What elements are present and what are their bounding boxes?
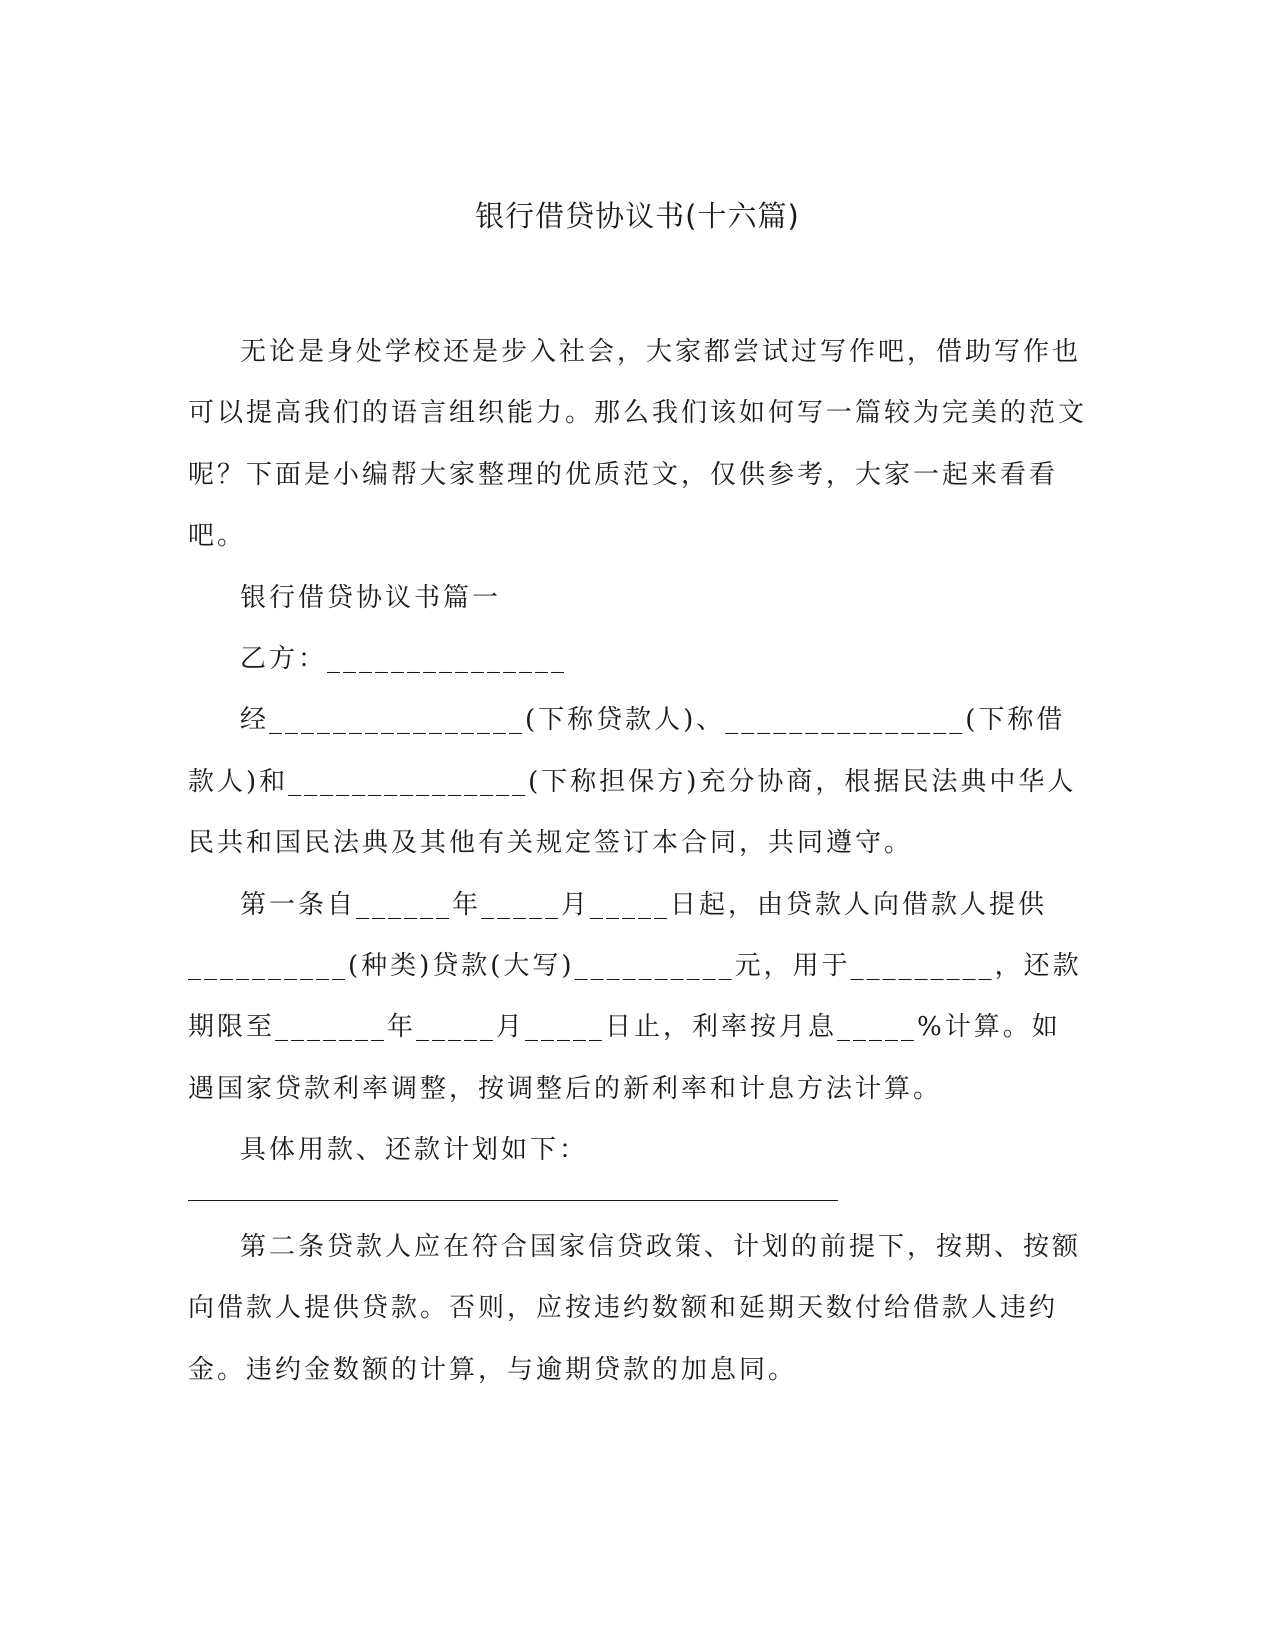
document-title: 银行借贷协议书(十六篇) xyxy=(475,199,800,233)
party-b-line: 乙方：_______________ xyxy=(240,644,568,675)
article-one-paragraph: 第一条自______年_____月_____日起，由贷款人向借款人提供__________(种类)贷款(大写)__________元，用于_________，还款期限至_______年_____月_____日止，利率按月息_____%计算。如遇国家贷款利率调整，按调整后的新利率和计息方法计算。 xyxy=(188,889,1082,1104)
article-two-paragraph: 第二条贷款人应在符合国家信贷政策、计划的前提下，按期、按额向借款人提供贷款。否则，应按违约数额和延期天数付给借款人违约金。违约金数额的计算，与逾期贷款的加息同。 xyxy=(188,1231,1082,1385)
repayment-plan-label: 具体用款、还款计划如下： xyxy=(240,1135,589,1166)
document-body xyxy=(188,322,1088,1401)
intro-paragraph: 无论是身处学校还是步入社会，大家都尝试过写作吧，借助写作也可以提高我们的语言组织能力。那么我们该如何写一篇较为完美的范文呢？下面是小编帮大家整理的优质范文，仅供参考，大家一起来看看吧。 xyxy=(188,337,1088,552)
section-heading: 银行借贷协议书篇一 xyxy=(240,582,502,613)
parties-paragraph: 经________________(下称贷款人)、_______________(下称借款人)和_______________(下称担保方)充分协商，根据民法典中华人民共和国民法典及其他有关规定签订本合同，共同遵守。 xyxy=(188,705,1077,859)
fill-in-blank-line xyxy=(188,1200,838,1201)
